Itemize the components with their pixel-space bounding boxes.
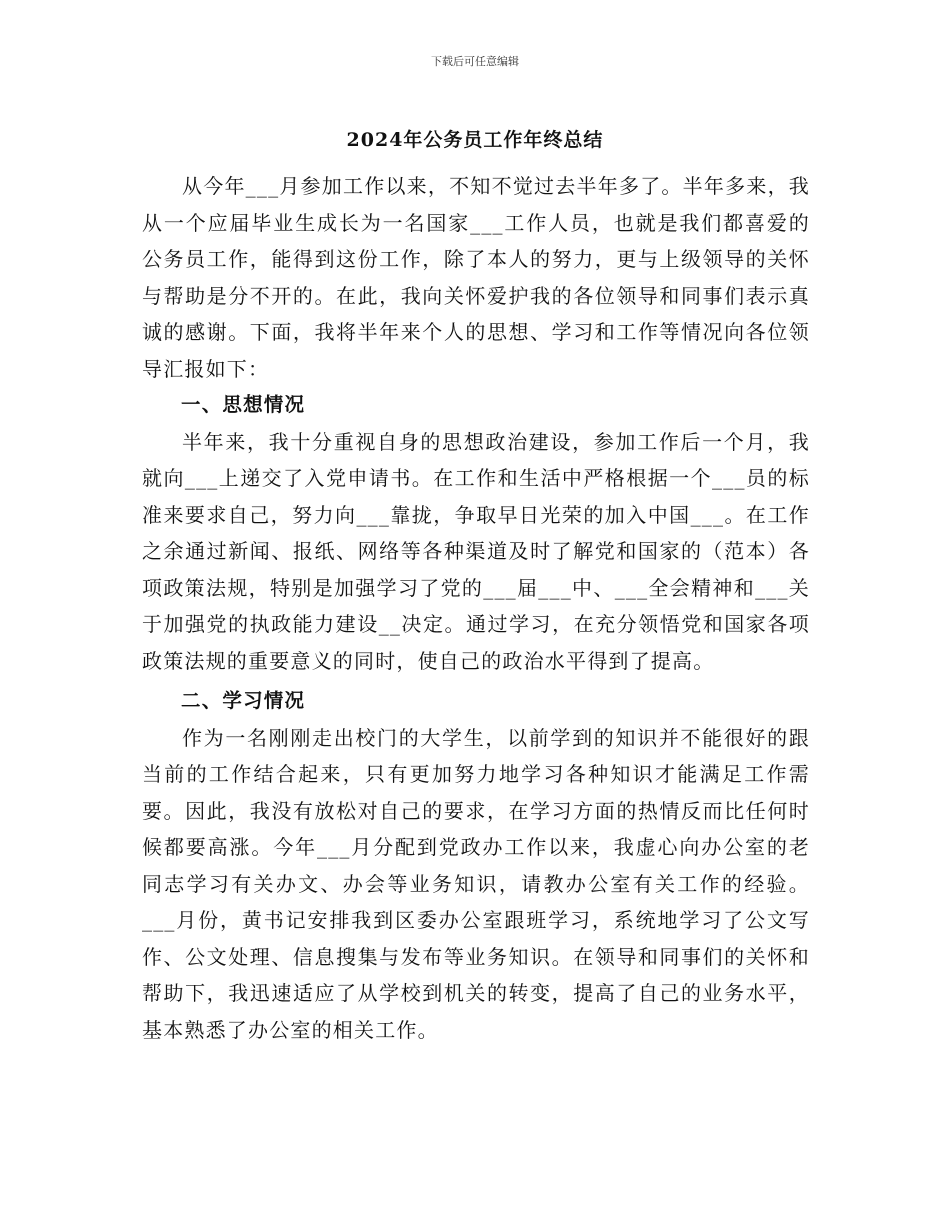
- section-paragraph-study: 作为一名刚刚走出校门的大学生，以前学到的知识并不能很好的跟当前的工作结合起来，只有更加努力地学习各种知识才能满足工作需要。因此，我没有放松对自己的要求，在学习方面的热情反而比任何时候都要高涨。今年___月分配到党政办工作以来，我虚心向办公室的老同志学习有关办文、办会等业务知识，请教办公室有关工作的经验。___月份，黄书记安排我到区委办公室跟班学习，系统地学习了公文写作、公文处理、信息搜集与发布等业务知识。在领导和同事们的关怀和帮助下，我迅速适应了从学校到机关的转变，提高了自己的业务水平，基本熟悉了办公室的相关工作。: [142, 725, 810, 1042]
- page-header-note: 下载后可任意编辑: [431, 55, 519, 68]
- intro-paragraph: 从今年___月参加工作以来，不知不觉过去半年多了。半年多来，我从一个应届毕业生成长为一名国家___工作人员，也就是我们都喜爱的公务员工作，能得到这份工作，除了本人的努力，更与上级领导的关怀与帮助是分不开的。在此，我向关怀爱护我的各位领导和同事们表示真诚的感谢。下面，我将半年来个人的思想、学习和工作等情况向各位领导汇报如下：: [142, 174, 810, 381]
- document-title: 2024年公务员工作年终总结: [346, 129, 604, 151]
- section-paragraph-thought: 半年来，我十分重视自身的思想政治建设，参加工作后一个月，我就向___上递交了入党申请书。在工作和生活中严格根据一个___员的标准来要求自己，努力向___靠拢，争取早日光荣的加入中国___。在工作之余通过新闻、报纸、网络等各种渠道及时了解党和国家的（范本）各项政策法规，特别是加强学习了党的___届___中、___全会精神和___关于加强党的执政能力建设__决定。通过学习，在充分领悟党和国家各项政策法规的重要意义的同时，使自己的政治水平得到了提高。: [142, 429, 810, 673]
- section-heading-thought: 一、思想情况: [181, 393, 306, 416]
- section-heading-study: 二、学习情况: [181, 689, 306, 712]
- document-body: [142, 168, 810, 1048]
